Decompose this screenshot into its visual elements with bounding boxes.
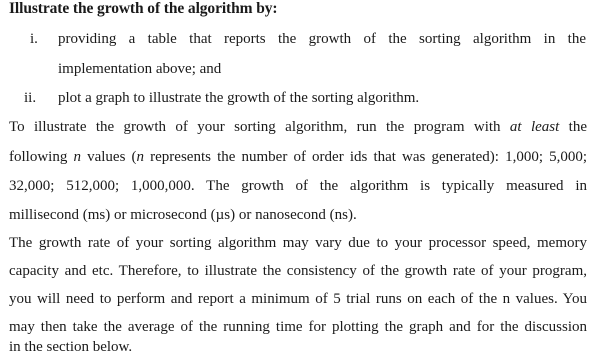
- paragraph-2-line-5: in the section below.: [9, 339, 133, 355]
- emphasis-n: n: [136, 149, 145, 165]
- text-span: values (: [87, 149, 137, 165]
- list-item-ii-line-1: plot a graph to illustrate the growth of the sorting algorithm.: [58, 90, 420, 106]
- paragraph-1-line-4: millisecond (ms) or microsecond (µs) or nanosecond (ns).: [9, 207, 357, 223]
- text-span: following: [9, 149, 68, 165]
- paragraph-1-line-3: 32,000; 512,000; 1,000,000. The growth of the algorithm is typically measured in: [9, 178, 587, 194]
- list-item-i-line-1: providing a table that reports the growth of the sorting algorithm in the: [58, 31, 586, 47]
- text-span: the: [568, 119, 587, 135]
- list-marker-ii: ii.: [24, 90, 37, 106]
- list-item-i-line-2: implementation above; and: [58, 61, 222, 77]
- emphasis-n: n: [73, 149, 81, 165]
- paragraph-2-line-2: capacity and etc. Therefore, to illustrate the consistency of the growth rate of your program,: [9, 263, 587, 279]
- paragraph-2-line-4: may then take the average of the running time for plotting the graph and for the discussion: [9, 319, 587, 335]
- paragraph-1-line-2: [9, 148, 587, 166]
- list-marker-i: i.: [30, 31, 38, 47]
- paragraph-2-line-3: you will need to perform and report a minimum of 5 trial runs on each of the n values. You: [9, 291, 587, 307]
- text-span: represents the number of order ids that was generated): 1,000; 5,000;: [150, 149, 588, 165]
- paragraph-1-line-1: [9, 118, 587, 136]
- text-span: To illustrate the growth of your sorting algorithm, run the program with: [9, 119, 501, 135]
- emphasis-at-least: at least: [509, 119, 560, 135]
- paragraph-2-line-1: The growth rate of your sorting algorithm may vary due to your processor speed, memory: [9, 235, 587, 251]
- section-heading: Illustrate the growth of the algorithm by:: [9, 0, 278, 17]
